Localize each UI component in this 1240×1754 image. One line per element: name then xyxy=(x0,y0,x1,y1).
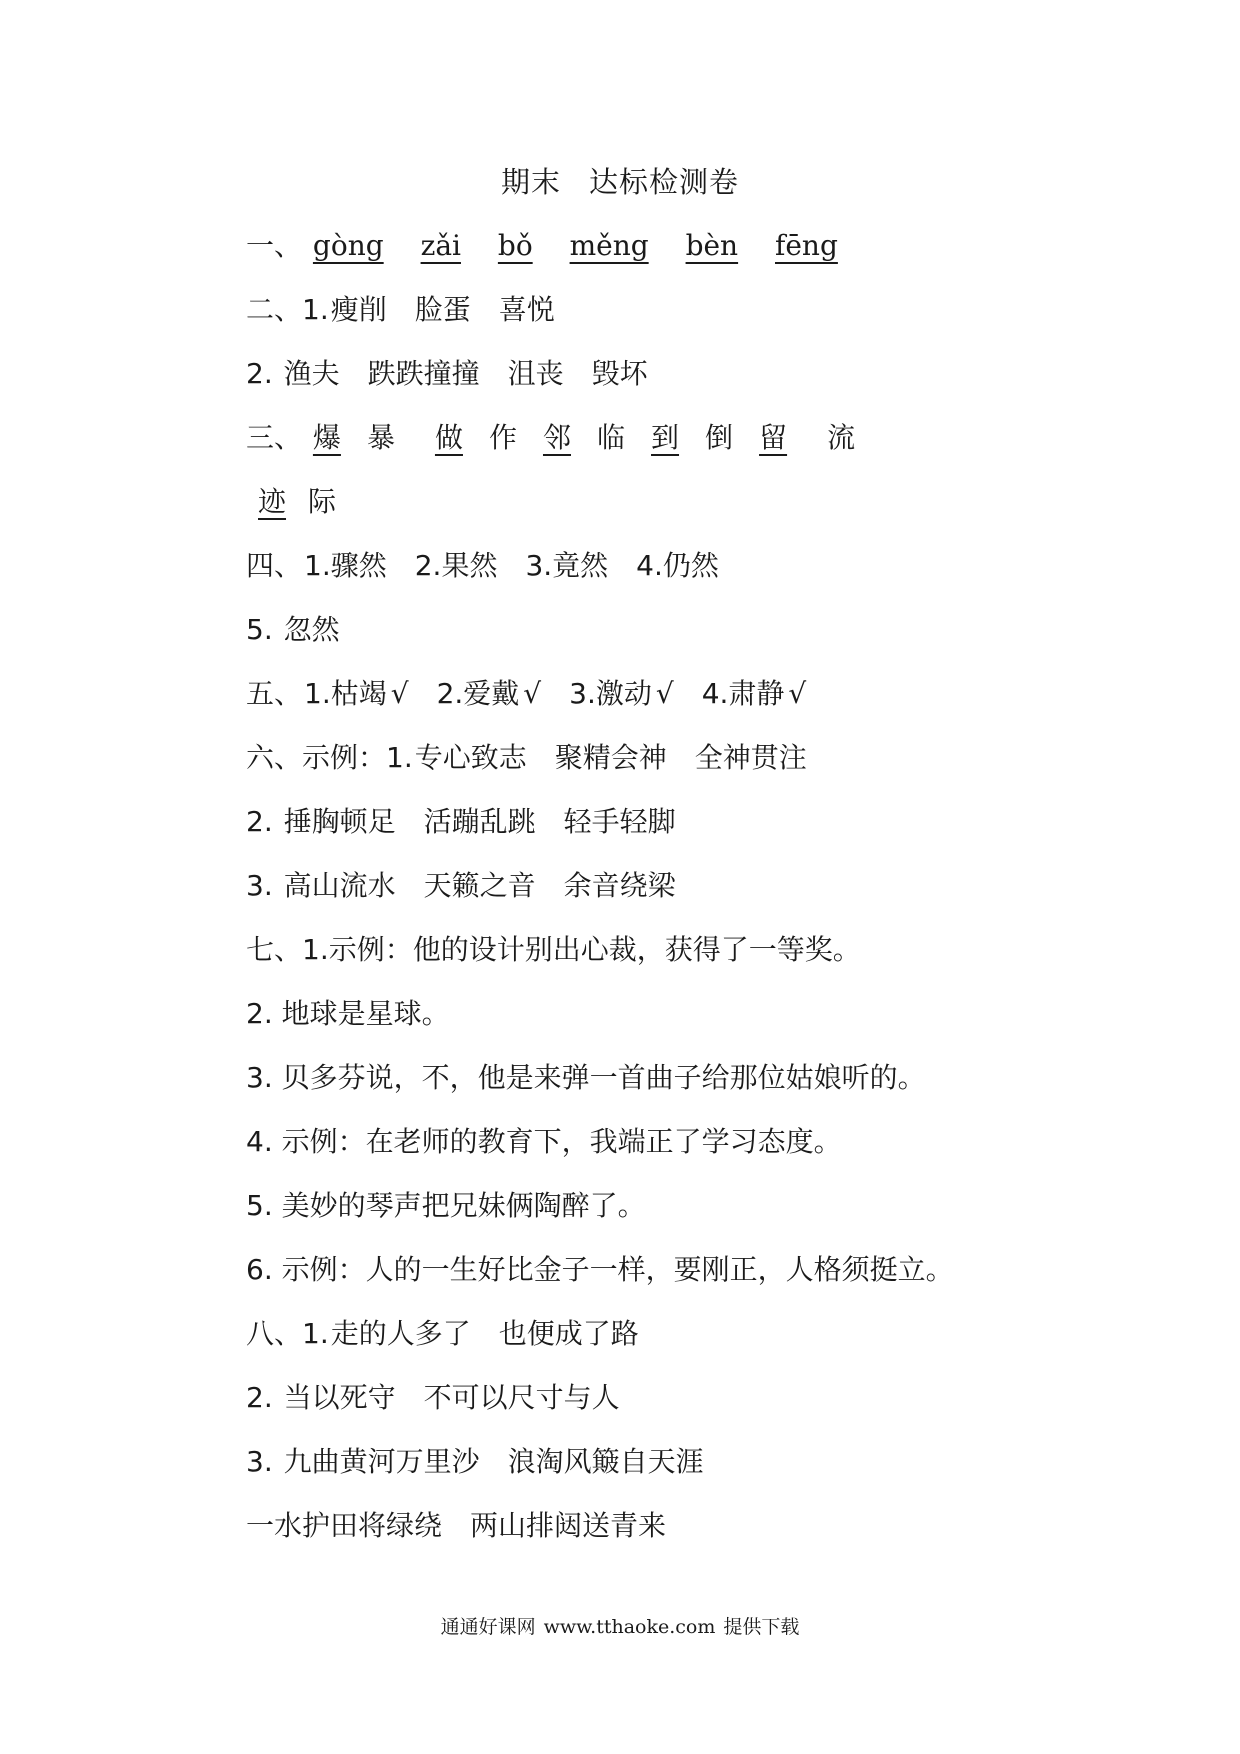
pinyin-item: bǒ xyxy=(497,229,533,262)
section-1-prefix: 一、 xyxy=(246,229,303,262)
section-2-line-2 xyxy=(246,354,648,394)
char-plain: 临 xyxy=(597,421,626,454)
section-7-line-5: 5. 美妙的琴声把兄妹俩陶醉了。 xyxy=(246,1189,646,1222)
answer-item: 九曲黄河万里沙 xyxy=(283,1445,480,1478)
answer-item: 跌跌撞撞 xyxy=(367,357,480,390)
answer-item xyxy=(702,674,807,714)
answer-item: 喜悦 xyxy=(498,293,555,326)
char-plain: 流 xyxy=(827,421,856,454)
answer-item xyxy=(437,674,542,714)
answer-item: 轻手轻脚 xyxy=(563,805,676,838)
answer-item: 高山流水 xyxy=(283,869,396,902)
char-pair xyxy=(258,482,362,522)
answer-item: 4.仍然 xyxy=(636,549,719,582)
check-mark-icon: √ xyxy=(390,677,409,710)
answer-item: 不可以尺寸与人 xyxy=(423,1381,620,1414)
section-3-prefix: 三、 xyxy=(246,421,303,454)
answer-item: 忽然 xyxy=(283,613,340,646)
answer-text: 2.爱戴 xyxy=(436,677,520,710)
answer-item: 走的人多了 xyxy=(330,1317,471,1350)
section-7-line-1: 七、1.示例：他的设计别出心裁，获得了一等奖。 xyxy=(246,933,861,966)
line-prefix: 5. xyxy=(246,613,282,646)
answer-item: 2.果然 xyxy=(414,549,498,582)
line-prefix: 2. xyxy=(246,1381,282,1414)
answer-item: 沮丧 xyxy=(507,357,564,390)
section-7-line-4: 4. 示例：在老师的教育下，我端正了学习态度。 xyxy=(246,1125,842,1158)
section-8-line-4 xyxy=(246,1506,666,1546)
char-pair xyxy=(543,418,651,458)
char-pair xyxy=(313,418,435,458)
line-prefix: 四、 xyxy=(246,549,303,582)
answer-text: 4.肃静 xyxy=(701,677,785,710)
answer-text: 3.激动 xyxy=(569,677,652,710)
answer-item: 天籁之音 xyxy=(423,869,536,902)
pinyin-item: fēng xyxy=(775,229,838,262)
page-footer xyxy=(0,1612,1240,1639)
answer-item: 渔夫 xyxy=(283,357,340,390)
title-part2: 达标检测卷 xyxy=(589,165,740,199)
footer-note: 提供下载 xyxy=(723,1616,800,1638)
answer-item: 也便成了路 xyxy=(498,1317,639,1350)
char-plain: 暴 xyxy=(366,421,395,454)
char-plain: 际 xyxy=(308,485,337,518)
section-6-line-2 xyxy=(246,802,676,842)
answer-item: 1.骤然 xyxy=(304,549,387,582)
section-8-line-2 xyxy=(246,1378,620,1418)
answer-item: 当以死守 xyxy=(283,1381,396,1414)
section-5-line xyxy=(246,674,806,714)
section-8-line-3 xyxy=(246,1442,704,1482)
section-7-line-3: 3. 贝多芬说，不，他是来弹一首曲子给那位姑娘听的。 xyxy=(246,1061,926,1094)
answer-item: 专心致志 xyxy=(414,741,527,774)
char-plain: 作 xyxy=(488,421,517,454)
check-mark-icon: √ xyxy=(523,677,542,710)
answer-item: 浪淘风簸自天涯 xyxy=(507,1445,704,1478)
footer-site: 通通好课网 xyxy=(440,1616,536,1638)
line-prefix: 五、 xyxy=(246,677,303,710)
char-underlined: 做 xyxy=(434,421,463,454)
char-pair xyxy=(435,418,543,458)
char-underlined: 留 xyxy=(759,421,788,454)
line-prefix: 二、1. xyxy=(246,293,329,326)
answer-item: 瘦削 xyxy=(330,293,387,326)
char-underlined: 到 xyxy=(651,421,680,454)
section-7-line-6: 6. 示例：人的一生好比金子一样，要刚正，人格须挺立。 xyxy=(246,1253,954,1286)
section-1-line xyxy=(246,226,838,266)
answer-item: 活蹦乱跳 xyxy=(423,805,536,838)
section-3-line-1 xyxy=(246,418,881,458)
section-3-line-2 xyxy=(258,482,362,522)
section-7-line-2: 2. 地球是星球。 xyxy=(246,997,450,1030)
pinyin-item: zǎi xyxy=(420,229,461,262)
section-8-line-1 xyxy=(246,1314,639,1354)
answer-item: 一水护田将绿绕 xyxy=(246,1509,443,1542)
title-part1: 期末 xyxy=(500,165,561,199)
answer-item: 毁坏 xyxy=(591,357,648,390)
answer-item: 捶胸顿足 xyxy=(283,805,396,838)
line-prefix: 八、1. xyxy=(246,1317,329,1350)
section-2-line-1 xyxy=(246,290,555,330)
line-prefix: 3. xyxy=(246,869,282,902)
char-pair xyxy=(759,418,881,458)
check-mark-icon: √ xyxy=(788,677,807,710)
section-4-line-2 xyxy=(246,610,340,650)
answer-item xyxy=(304,674,409,714)
page-title xyxy=(0,160,1240,201)
check-mark-icon: √ xyxy=(655,677,674,710)
char-underlined: 爆 xyxy=(312,421,341,454)
char-pair xyxy=(651,418,759,458)
footer-url[interactable]: www.tthaoke.com xyxy=(543,1616,716,1638)
answer-item: 3.竟然 xyxy=(525,549,609,582)
answer-item: 聚精会神 xyxy=(554,741,667,774)
char-underlined: 迹 xyxy=(258,485,287,518)
pinyin-item: gòng xyxy=(312,229,384,262)
line-prefix: 2. xyxy=(246,805,282,838)
line-prefix: 3. xyxy=(246,1445,282,1478)
pinyin-item: měng xyxy=(569,229,649,262)
section-6-line-3 xyxy=(246,866,676,906)
char-plain: 倒 xyxy=(705,421,734,454)
section-6-line-1 xyxy=(246,738,807,778)
answer-item xyxy=(569,674,674,714)
answer-item: 脸蛋 xyxy=(414,293,471,326)
char-underlined: 邻 xyxy=(542,421,571,454)
answer-item: 全神贯注 xyxy=(694,741,807,774)
answer-item: 余音绕梁 xyxy=(563,869,676,902)
answer-text: 1.枯竭 xyxy=(304,677,387,710)
line-prefix: 2. xyxy=(246,357,282,390)
line-prefix: 六、示例：1. xyxy=(246,741,413,774)
section-4-line-1 xyxy=(246,546,719,586)
answer-item: 两山排闼送青来 xyxy=(470,1509,667,1542)
pinyin-item: bèn xyxy=(685,229,739,262)
